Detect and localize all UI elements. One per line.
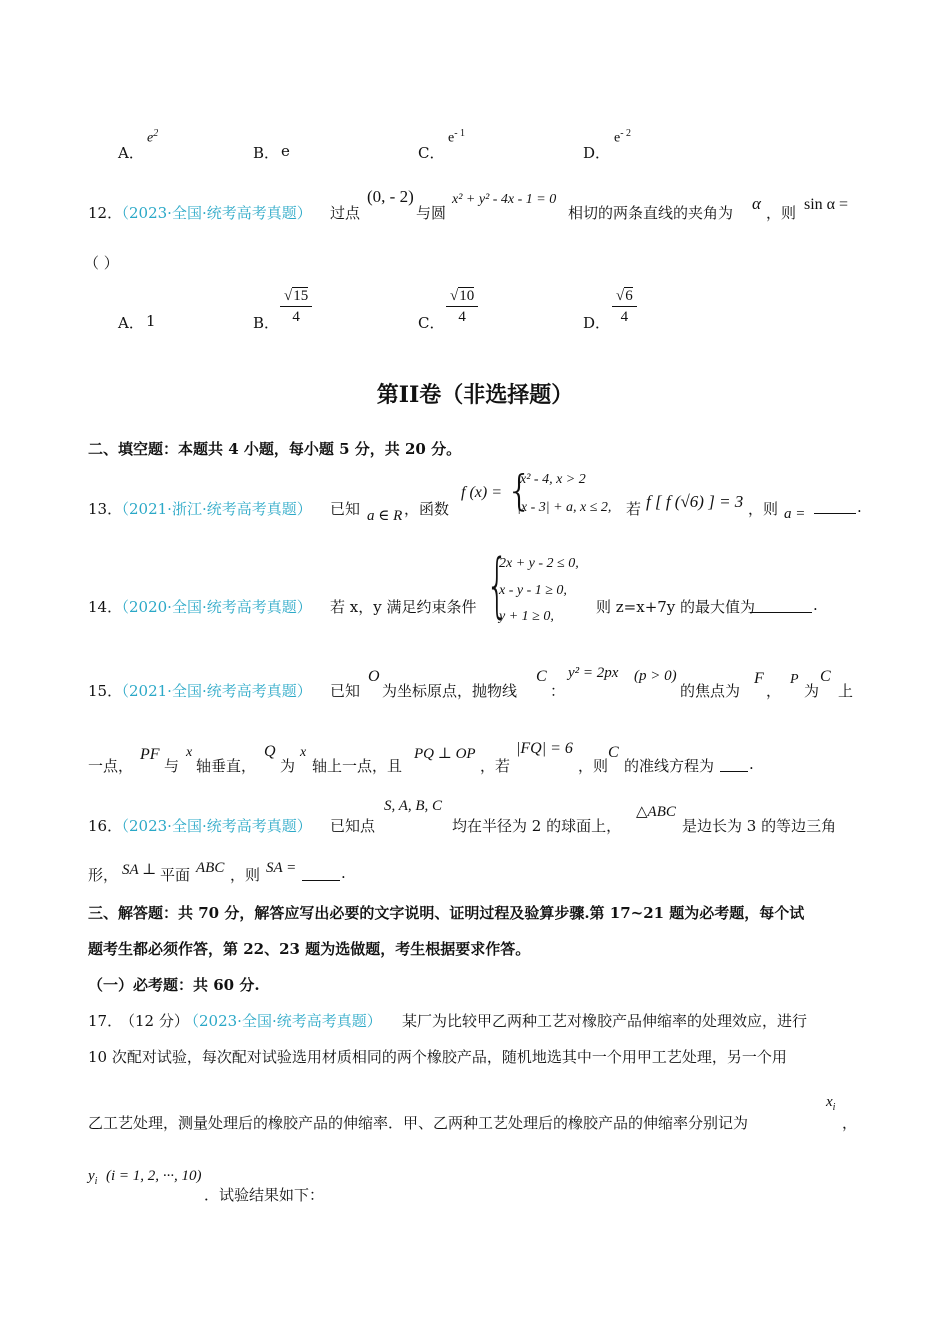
q12-text-1: 过点 <box>330 204 361 222</box>
q12-option-d-fraction: $\frac{√6}{4}$ <box>612 286 637 327</box>
q16-plane-abc: ABC <box>196 860 225 876</box>
q13-text-4: ，则 <box>748 500 779 518</box>
q11-option-a-label: A． <box>118 144 144 162</box>
q15-curve-c-3: C <box>608 744 619 761</box>
q15-line2-text-8: 的准线方程为 <box>624 757 715 775</box>
q15-origin-o: O <box>368 668 380 685</box>
q15-curve-c-2: C <box>820 668 831 685</box>
q15-comma: ， <box>766 682 782 700</box>
section-title: 第II卷（非选择题） <box>376 382 574 408</box>
q13-case-1: x² - 4, x > 2 <box>520 472 586 487</box>
q13-a-equals: a = <box>784 506 806 522</box>
q15-end-period: . <box>749 755 754 773</box>
q12-option-b-label: B． <box>253 314 280 332</box>
q16-triangle: △ABC <box>636 804 676 820</box>
q15-parabola-equation: y² = 2px <box>568 665 619 681</box>
q12-option-c-fraction: $\frac{√10}{4}$ <box>446 286 478 327</box>
q17-number: 17． <box>88 1012 123 1030</box>
q16-line2-text-3: ，则 <box>230 866 261 884</box>
q16-source: （2023·全国·统考高考真题） <box>114 817 312 835</box>
q13-number: 13． <box>88 500 123 518</box>
q13-text-1: 已知 <box>330 500 361 518</box>
q16-points: S, A, B, C <box>384 798 443 814</box>
q15-fq-length: |FQ| = 6 <box>516 740 573 757</box>
q12-option-b-fraction: $\frac{√15}{4}$ <box>280 286 312 327</box>
q15-source: （2021·全国·统考高考真题） <box>114 682 312 700</box>
q16-sa-equals: SA = <box>266 860 297 876</box>
q15-text-3: 的焦点为 <box>680 682 741 700</box>
q14-number: 14． <box>88 598 123 616</box>
q15-colon: ： <box>550 682 566 700</box>
q17-line-2: 10 次配对试验，每次配对试验选用材质相同的两个橡胶产品，随机地选其中一个用甲工艺处理，另一个用 <box>88 1048 787 1066</box>
q15-point-p: P <box>790 672 799 687</box>
q15-line2-text-7: ，则 <box>578 757 609 775</box>
q11-option-b-value: e <box>281 142 290 160</box>
q14-constraint-2: x - y - 1 ≥ 0, <box>499 583 567 598</box>
part3-subheader: （一）必考题：共 60 分. <box>88 976 260 994</box>
q16-sa-perpendicular: SA ⊥ <box>122 862 157 878</box>
q13-piecewise-brace: { <box>506 466 533 515</box>
q13-text-2: ，函数 <box>404 500 450 518</box>
q13-condition: a ∈ R <box>367 508 403 524</box>
q13-text-3: 若 <box>626 500 642 518</box>
part3-header-line-2: 题考生都必须作答，第 22、23 题为选做题，考生根据要求作答。 <box>88 940 531 958</box>
q15-number: 15． <box>88 682 123 700</box>
q17-line-3: 乙工艺处理，测量处理后的橡胶产品的伸缩率．甲、乙两种工艺处理后的橡胶产品的伸缩率分别记为 <box>88 1114 749 1132</box>
q12-sin-alpha: sin α = <box>804 196 849 213</box>
q12-answer-paren: （ ） <box>84 254 119 272</box>
q11-option-c-value: $e^{- 1}$ <box>448 128 466 146</box>
q11-option-a-value: $e^2$ <box>147 128 159 146</box>
q13-source: （2021·浙江·统考高考真题） <box>114 500 312 518</box>
q13-case-2: |x - 3| + a, x ≤ 2, <box>517 500 612 515</box>
q15-line2-text-6: ，若 <box>480 757 511 775</box>
q17-line-4: ．试验结果如下： <box>204 1186 325 1204</box>
q12-text-4: ，则 <box>766 204 797 222</box>
q14-answer-blank[interactable] <box>750 611 812 613</box>
q15-p-condition: (p > 0) <box>634 668 677 684</box>
q15-focus-f: F <box>754 670 764 687</box>
q13-ff-expression: f [ f (√6) ] = 3 <box>646 492 744 511</box>
q11-option-c-label: C． <box>418 144 445 162</box>
q15-perpendicular: PQ ⊥ OP <box>414 746 476 762</box>
q13-end-period: . <box>857 498 862 516</box>
q11-option-b-label: B． <box>253 144 280 162</box>
q14-end-period: . <box>813 596 818 614</box>
q15-pf: PF <box>140 746 160 763</box>
q12-text-3: 相切的两条直线的夹角为 <box>568 204 734 222</box>
part3-header-line-1: 三、解答题：共 70 分，解答应写出必要的文字说明、证明过程及验算步骤.第 17~21 题为必考题，每个试 <box>88 904 805 922</box>
q14-text-2: 则 z=x+7y 的最大值为 <box>596 598 756 616</box>
q12-number: 12． <box>88 204 123 222</box>
q15-text-2: 为坐标原点，抛物线 <box>382 682 518 700</box>
q12-option-a-value: 1 <box>146 312 156 330</box>
q15-line2-text-2: 与 <box>164 757 180 775</box>
q17-line-1: 某厂为比较甲乙两种工艺对橡胶产品伸缩率的处理效应，进行 <box>402 1012 808 1030</box>
q16-text-3: 是边长为 3 的等边三角 <box>682 817 837 835</box>
q15-line2-text-4: 为 <box>280 757 296 775</box>
q17-index-range: (i = 1, 2, ···, 10) <box>106 1168 202 1184</box>
q17-comma: ， <box>842 1114 858 1132</box>
q17-yi: $y_i$ <box>88 1168 98 1187</box>
q15-answer-blank[interactable] <box>720 770 748 772</box>
q15-text-5: 上 <box>838 682 854 700</box>
q12-point: (0, - 2) <box>367 187 414 206</box>
q15-line2-text-3: 轴垂直， <box>196 757 257 775</box>
q12-alpha: α <box>752 194 761 213</box>
q15-curve-c: C <box>536 668 547 685</box>
q12-option-a-label: A． <box>118 314 144 332</box>
q13-function-f: f (x) = <box>461 484 502 501</box>
q16-text-2: 均在半径为 2 的球面上， <box>452 817 622 835</box>
q15-line2-text-1: 一点， <box>88 757 134 775</box>
q16-line2-text-1: 形， <box>88 866 119 884</box>
part2-header: 二、填空题：本题共 4 小题，每小题 5 分，共 20 分。 <box>88 440 462 458</box>
q15-x-axis-2: x <box>300 745 307 760</box>
q15-text-4: 为 <box>804 682 820 700</box>
q16-number: 16． <box>88 817 123 835</box>
q16-answer-blank[interactable] <box>302 879 340 881</box>
q15-point-q: Q <box>264 743 276 760</box>
q14-constraint-brace: { <box>486 544 509 626</box>
q12-circle-equation: x² + y² - 4x - 1 = 0 <box>452 192 557 207</box>
q14-source: （2020·全国·统考高考真题） <box>114 598 312 616</box>
q11-option-d-value: $e^{- 2}$ <box>614 128 632 146</box>
q15-line2-text-5: 轴上一点，且 <box>312 757 403 775</box>
q17-score: （12 分） <box>120 1012 189 1030</box>
q15-x-axis-1: x <box>186 745 193 760</box>
q16-end-period: . <box>341 864 346 882</box>
q17-xi: $x_i$ <box>826 1094 836 1113</box>
q14-constraint-3: y + 1 ≥ 0, <box>499 609 554 624</box>
q15-text-1: 已知 <box>330 682 361 700</box>
q12-text-2: 与圆 <box>416 204 447 222</box>
q11-option-d-label: D． <box>583 144 611 162</box>
q13-answer-blank[interactable] <box>814 512 856 514</box>
q16-line2-text-2: 平面 <box>160 866 191 884</box>
q14-constraint-1: 2x + y - 2 ≤ 0, <box>499 556 579 571</box>
q16-text-1: 已知点 <box>330 817 376 835</box>
q12-option-c-label: C． <box>418 314 445 332</box>
q14-text-1: 若 x，y 满足约束条件 <box>330 598 477 616</box>
q17-source: （2023·全国·统考高考真题） <box>184 1012 382 1030</box>
q12-source: （2023·全国·统考高考真题） <box>114 204 312 222</box>
q12-option-d-label: D． <box>583 314 611 332</box>
